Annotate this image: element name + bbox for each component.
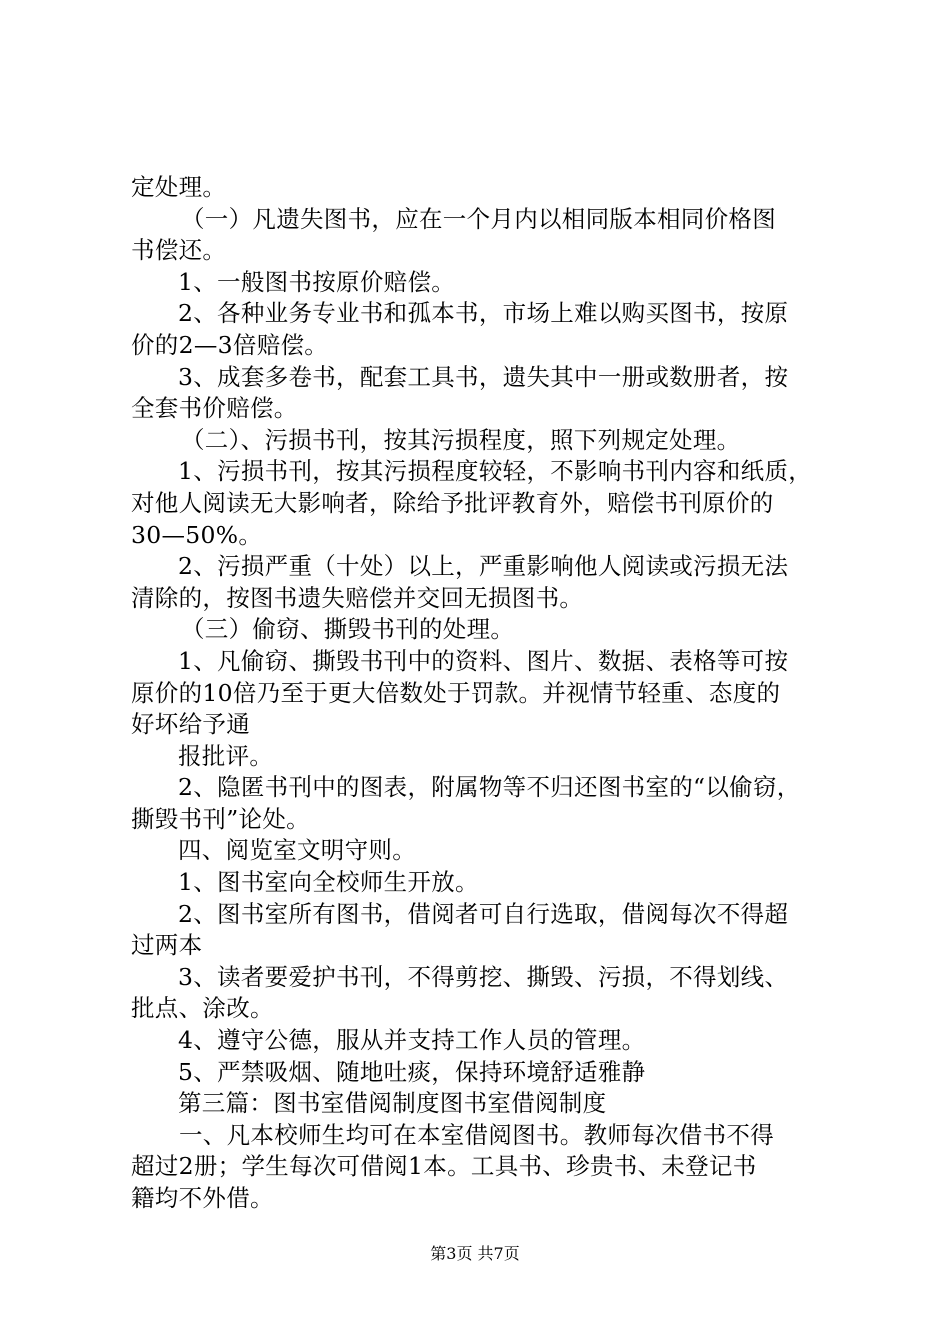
- text-line: 书偿还。: [131, 236, 227, 265]
- text-line: 清除的，按图书遗失赔偿并交回无损图书。: [131, 583, 584, 612]
- text-line: （一）凡遗失图书，应在一个月内以相同版本相同价格图: [181, 204, 776, 233]
- text-line: 撕毁书刊”论处。: [131, 804, 310, 833]
- text-line: 好坏给予通: [131, 710, 250, 739]
- text-line: 原价的10倍乃至于更大倍数处于罚款。并视情节轻重、态度的: [131, 678, 781, 707]
- text-line: 过两本: [131, 931, 203, 960]
- text-line: 2、各种业务专业书和孤本书，市场上难以购买图书，按原: [178, 299, 789, 328]
- text-line: 2、图书室所有图书，借阅者可自行选取，借阅每次不得超: [178, 899, 789, 928]
- text-line: 2、隐匿书刊中的图表，附属物等不归还图书室的“以偷窃，: [178, 773, 801, 802]
- document-body: [131, 172, 831, 1215]
- text-line: 全套书价赔偿。: [131, 394, 298, 423]
- text-line: 5、严禁吸烟、随地吐痰，保持环境舒适雅静: [178, 1057, 646, 1086]
- text-line: 对他人阅读无大影响者，除给予批评教育外，赔偿书刊原价的: [131, 488, 774, 517]
- text-line: 批点、涂改。: [131, 994, 274, 1023]
- text-line: （二）、污损书刊，按其污损程度，照下列规定处理。: [181, 425, 741, 454]
- text-line: 2、污损严重（十处）以上，严重影响他人阅读或污损无法: [178, 552, 789, 581]
- text-line: 1、污损书刊，按其污损程度较轻，不影响书刊内容和纸质，: [178, 457, 813, 486]
- text-line: 3、成套多卷书，配套工具书，遗失其中一册或数册者，按: [178, 362, 789, 391]
- text-line: 第三篇：图书室借阅制度图书室借阅制度: [178, 1089, 607, 1118]
- text-line: 籍均不外借。: [131, 1184, 274, 1212]
- text-line: 四、阅览室文明守则。: [178, 836, 416, 865]
- page-footer: 第3页 共7页: [430, 1244, 520, 1263]
- text-line: 价的2—3倍赔偿。: [131, 330, 329, 359]
- text-line: 1、图书室向全校师生开放。: [178, 868, 479, 897]
- text-line: 1、一般图书按原价赔偿。: [178, 267, 456, 296]
- text-line: 定处理。: [131, 173, 227, 201]
- text-line: 4、遵守公德，服从并支持工作人员的管理。: [178, 1026, 646, 1055]
- text-line: 30—50%。: [131, 520, 263, 549]
- text-line: 一、凡本校师生均可在本室借阅图书。教师每次借书不得: [179, 1120, 774, 1149]
- text-line: 3、读者要爱护书刊，不得剪挖、撕毁、污损，不得划线、: [178, 962, 789, 991]
- text-line: 超过2册；学生每次可借阅1本。工具书、珍贵书、未登记书: [131, 1152, 757, 1181]
- text-line: （三）偷窃、撕毁书刊的处理。: [181, 615, 515, 644]
- text-line: 1、凡偷窃、撕毁书刊中的资料、图片、数据、表格等可按: [178, 646, 789, 675]
- text-line: 报批评。: [178, 741, 274, 770]
